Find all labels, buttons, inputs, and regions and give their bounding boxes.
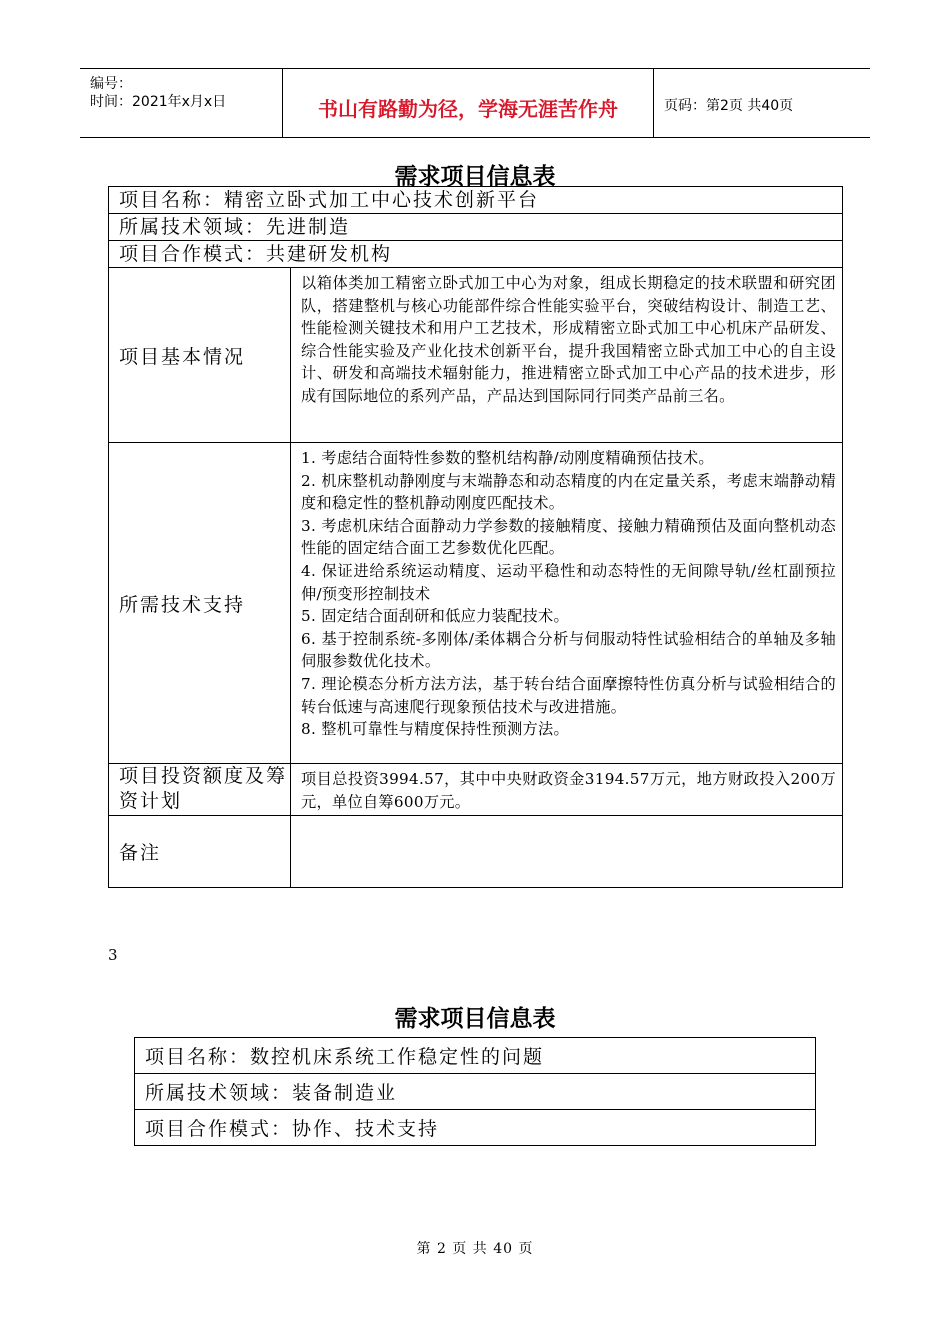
remark-text <box>291 816 843 888</box>
doc-number-label: 编号： <box>90 76 132 92</box>
loose-page-number: 3 <box>108 946 118 964</box>
basic-info-text: 以箱体类加工精密立卧式加工中心为对象，组成长期稳定的技术联盟和研究团队，搭建整机与核心功能部件综合性能实验平台，突破结构设计、制造工艺、性能检测关键技术和用户工艺技术，形成精密立卧式加工中心机床产品研发、综合性能实验及产业化技术创新平台，提升我国精密立卧式加工中心的自主设计、研发和高端技术辐射能力，推进精密立卧式加工中心产品的技术进步，形成有国际地位的系列产品，产品达到国际同行同类产品前三名。 <box>291 268 843 443</box>
table-row <box>135 1110 816 1146</box>
page-header <box>80 68 870 138</box>
demand-info-table-1 <box>108 186 843 888</box>
tech-support-list <box>291 443 843 764</box>
remark-label: 备注 <box>109 816 291 888</box>
header-page-info: 页码：第2页 共40页 <box>664 98 794 114</box>
table-row <box>109 187 843 214</box>
tech-field-cell: 所属技术领域：装备制造业 <box>135 1074 816 1110</box>
table-row <box>135 1074 816 1110</box>
table-row <box>135 1038 816 1074</box>
table-row <box>109 443 843 764</box>
table2-title: 需求项目信息表 <box>394 1005 556 1032</box>
list-item: 3. 考虑机床结合面静动力学参数的接触精度、接触力精确预估及面向整机动态性能的固定结合面工艺参数优化匹配。 <box>301 516 837 558</box>
table1-title: 需求项目信息表 <box>394 163 556 190</box>
investment-text: 项目总投资3994.57，其中中央财政资金3194.57万元，地方财政投入200万元，单位自筹600万元。 <box>291 764 843 816</box>
page-footer: 第 2 页 共 40 页 <box>416 1241 534 1257</box>
demand-info-table-2 <box>134 1037 816 1146</box>
project-name-cell: 项目名称：精密立卧式加工中心技术创新平台 <box>109 187 843 214</box>
doc-time-label: 时间：2021年x月x日 <box>90 94 227 110</box>
list-item: 7. 理论模态分析方法方法，基于转台结合面摩擦特性仿真分析与试验相结合的转台低速与高速爬行现象预估技术与改进措施。 <box>301 674 837 716</box>
table-row <box>109 241 843 268</box>
table-row <box>109 268 843 443</box>
coop-mode-cell: 项目合作模式：共建研发机构 <box>109 241 843 268</box>
table-row <box>109 816 843 888</box>
tech-support-label: 所需技术支持 <box>109 443 291 764</box>
header-meta-cell <box>80 69 283 137</box>
tech-field-cell: 所属技术领域：先进制造 <box>109 214 843 241</box>
project-name-cell: 项目名称：数控机床系统工作稳定性的问题 <box>135 1038 816 1074</box>
coop-mode-cell: 项目合作模式：协作、技术支持 <box>135 1110 816 1146</box>
investment-label: 项目投资额度及筹资计划 <box>109 764 291 816</box>
list-item: 5. 固定结合面刮研和低应力装配技术。 <box>301 607 570 626</box>
header-motto-cell <box>283 69 654 137</box>
list-item: 2. 机床整机动静刚度与末端静态和动态精度的内在定量关系，考虑末端静动精度和稳定性的整机静动刚度匹配技术。 <box>301 471 837 513</box>
list-item: 4. 保证进给系统运动精度、运动平稳性和动态特性的无间隙导轨/丝杠副预拉伸/预变形控制技术 <box>301 561 837 603</box>
list-item: 8. 整机可靠性与精度保持性预测方法。 <box>301 720 570 739</box>
header-page-cell <box>654 69 870 137</box>
basic-info-label: 项目基本情况 <box>109 268 291 443</box>
table-row <box>109 214 843 241</box>
header-motto: 书山有路勤为径，学海无涯苦作舟 <box>318 97 618 121</box>
list-item: 6. 基于控制系统-多刚体/柔体耦合分析与伺服动特性试验相结合的单轴及多轴伺服参数优化技术。 <box>301 629 837 671</box>
table-row <box>109 764 843 816</box>
list-item: 1. 考虑结合面特性参数的整机结构静/动刚度精确预估技术。 <box>301 449 714 467</box>
